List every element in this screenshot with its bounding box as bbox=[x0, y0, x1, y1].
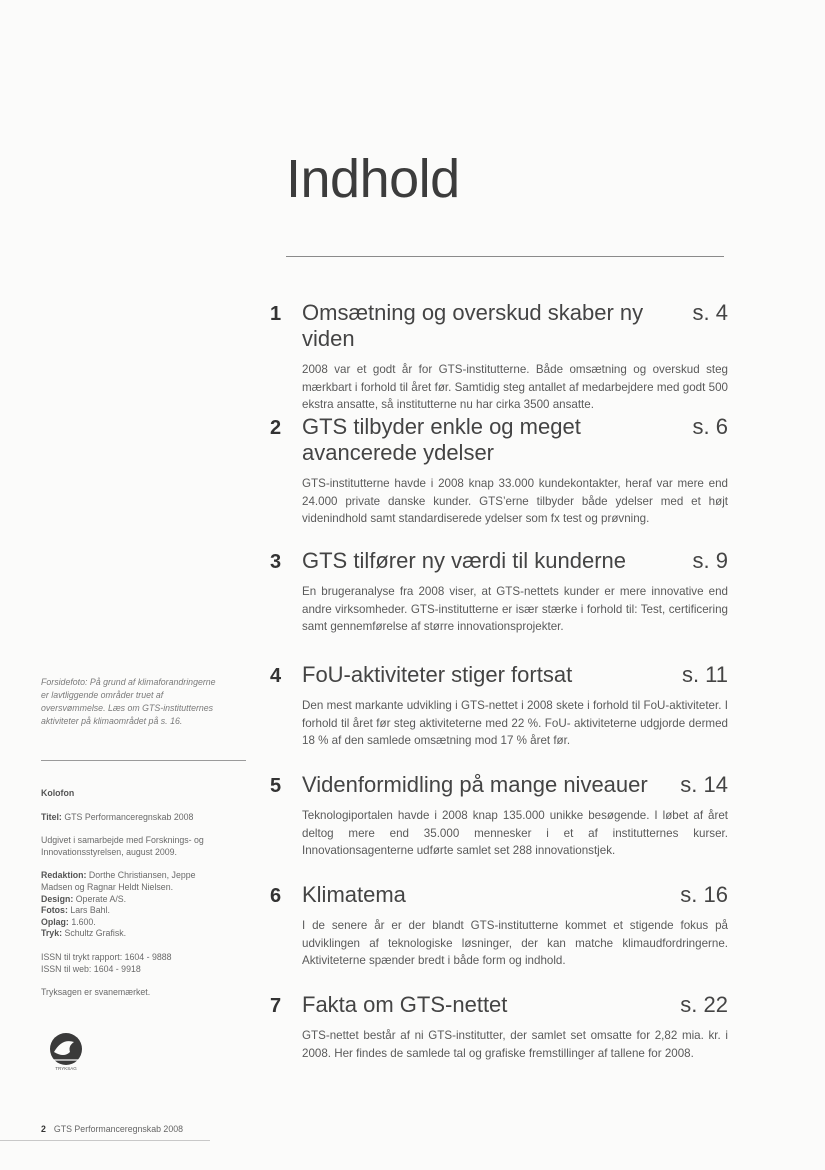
toc-title[interactable]: Omsætning og overskud skaber ny viden bbox=[302, 300, 644, 351]
toc-title[interactable]: GTS tilfører ny værdi til kunderne bbox=[302, 548, 626, 573]
colophon bbox=[41, 788, 221, 1011]
toc-description: Den mest markante udvikling i GTS-nettet i 2008 skete i forhold til FoU-aktiviteter. I forhold til året før steg aktiviteterne med 22 %. FoU- aktiviteterne udgjorde dermed 18 % af den samlede omsætning mod 17 % året før. bbox=[302, 699, 728, 747]
toc-page[interactable]: s. 14 bbox=[680, 772, 728, 797]
toc-description: GTS-nettet består af ni GTS-institutter, der samlet set omsatte for 2,82 mia. kr. i 2008. Her findes de samlede tal og grafiske fremstillinger af tallene for 2008. bbox=[302, 1029, 728, 1060]
toc-title[interactable]: GTS tilbyder enkle og meget avancerede ydelser bbox=[302, 414, 581, 465]
value: Dorthe Christiansen, Jeppe Madsen og Ragnar Heldt Nielsen. bbox=[41, 870, 196, 892]
photo-caption: Forsidefoto: På grund af klimaforandringerne er lavtliggende områder truet af oversvømmelse. Læs om GTS-institutternes aktiviteter på klimaområdet på s. 16. bbox=[41, 677, 216, 726]
value: GTS Performanceregnskab 2008 bbox=[64, 811, 194, 822]
toc-number: 6 bbox=[270, 885, 282, 907]
colophon-title bbox=[41, 812, 221, 824]
sidebar-divider bbox=[41, 760, 246, 761]
toc-description: 2008 var et godt år for GTS-institutterne. Både omsætning og overskud steg mærkbart i forhold til året før. Samtidig steg antallet af medarbejdere med godt 500 ekstra ansatte, så institutterne nu har cirka 3500 ansatte. bbox=[302, 363, 728, 411]
label: Redaktion: bbox=[41, 870, 87, 881]
logo-text: TRYKSAG bbox=[55, 1066, 77, 1071]
colophon-heading: Kolofon bbox=[41, 788, 75, 798]
value: 1.600. bbox=[71, 916, 96, 927]
label: Design: bbox=[41, 893, 74, 904]
toc-page[interactable]: s. 22 bbox=[680, 992, 728, 1017]
toc-description: En brugeranalyse fra 2008 viser, at GTS-nettets kunder er mere innovative end andre virksomheder. GTS-institutterne er især stærke i forhold til: Test, certificering samt gennemførelse af større innovationsprojekter. bbox=[302, 585, 728, 633]
label: Tryk: bbox=[41, 928, 63, 939]
label: Fotos: bbox=[41, 905, 68, 916]
toc-item-3[interactable] bbox=[270, 548, 728, 636]
toc-title[interactable]: Videnformidling på mange niveauer bbox=[302, 772, 648, 797]
toc-page[interactable]: s. 9 bbox=[692, 548, 728, 573]
toc-description: I de senere år er der blandt GTS-institutterne kommet et stigende fokus på udviklingen af teknologiske løsninger, der kan matche klimaudfordringerne. Aktiviteterne spænder bredt i både form og indhold. bbox=[302, 919, 728, 967]
colophon-published: Udgivet i samarbejde med Forsknings- og Innovationsstyrelsen, august 2009. bbox=[41, 835, 204, 857]
toc-page[interactable]: s. 6 bbox=[692, 414, 728, 439]
toc-item-2[interactable] bbox=[270, 414, 728, 528]
colophon-ecolabel-text: Tryksagen er svanemærket. bbox=[41, 987, 151, 998]
toc-page[interactable]: s. 11 bbox=[681, 662, 728, 687]
toc-description: GTS-institutterne havde i 2008 knap 33.000 kundekontakter, heraf var mere end 24.000 private danske kunder. GTS’erne tilbyder både ydelser med et højt videnindhold samt standardiserede ydelser som fx test og prøvning. bbox=[302, 477, 728, 525]
title-divider bbox=[286, 256, 724, 257]
toc-title[interactable]: Fakta om GTS-nettet bbox=[302, 992, 508, 1017]
toc-title[interactable]: FoU-aktiviteter stiger fortsat bbox=[302, 662, 573, 687]
toc-item-4[interactable] bbox=[270, 662, 728, 750]
footer-text: GTS Performanceregnskab 2008 bbox=[53, 1124, 183, 1134]
toc-number: 1 bbox=[270, 303, 282, 325]
swan-ecolabel-icon bbox=[44, 1030, 88, 1072]
toc-item-1[interactable] bbox=[270, 300, 728, 414]
toc-item-7[interactable] bbox=[270, 992, 728, 1062]
label: Titel: bbox=[41, 811, 62, 822]
label: Oplag: bbox=[41, 916, 69, 927]
colophon-issn bbox=[41, 952, 221, 975]
page-title: Indhold bbox=[286, 149, 460, 209]
page-footer bbox=[41, 1124, 183, 1134]
colophon-credits bbox=[41, 870, 221, 940]
footer-divider bbox=[0, 1140, 210, 1141]
toc-page[interactable]: s. 4 bbox=[692, 300, 728, 325]
toc-description: Teknologiportalen havde i 2008 knap 135.000 unikke besøgende. I løbet af året deltog mere end 35.000 mennesker i et af institutternes kurser. Innovationsagenterne udførte samlet set 288 innovationstjek. bbox=[302, 809, 728, 857]
toc-number: 4 bbox=[270, 665, 282, 687]
issn-web: ISSN til web: 1604 - 9918 bbox=[41, 963, 141, 974]
toc-item-6[interactable] bbox=[270, 882, 728, 970]
toc-number: 7 bbox=[270, 995, 282, 1017]
value: Lars Bahl. bbox=[70, 905, 110, 916]
value: Operate A/S. bbox=[75, 893, 127, 904]
issn-print: ISSN til trykt rapport: 1604 - 9888 bbox=[41, 951, 172, 962]
toc-number: 2 bbox=[270, 417, 282, 439]
toc-number: 5 bbox=[270, 775, 282, 797]
toc-number: 3 bbox=[270, 551, 282, 573]
toc-title[interactable]: Klimatema bbox=[302, 882, 406, 907]
toc-item-5[interactable] bbox=[270, 772, 728, 860]
value: Schultz Grafisk. bbox=[64, 928, 127, 939]
page-number: 2 bbox=[41, 1124, 46, 1134]
toc-page[interactable]: s. 16 bbox=[680, 882, 728, 907]
